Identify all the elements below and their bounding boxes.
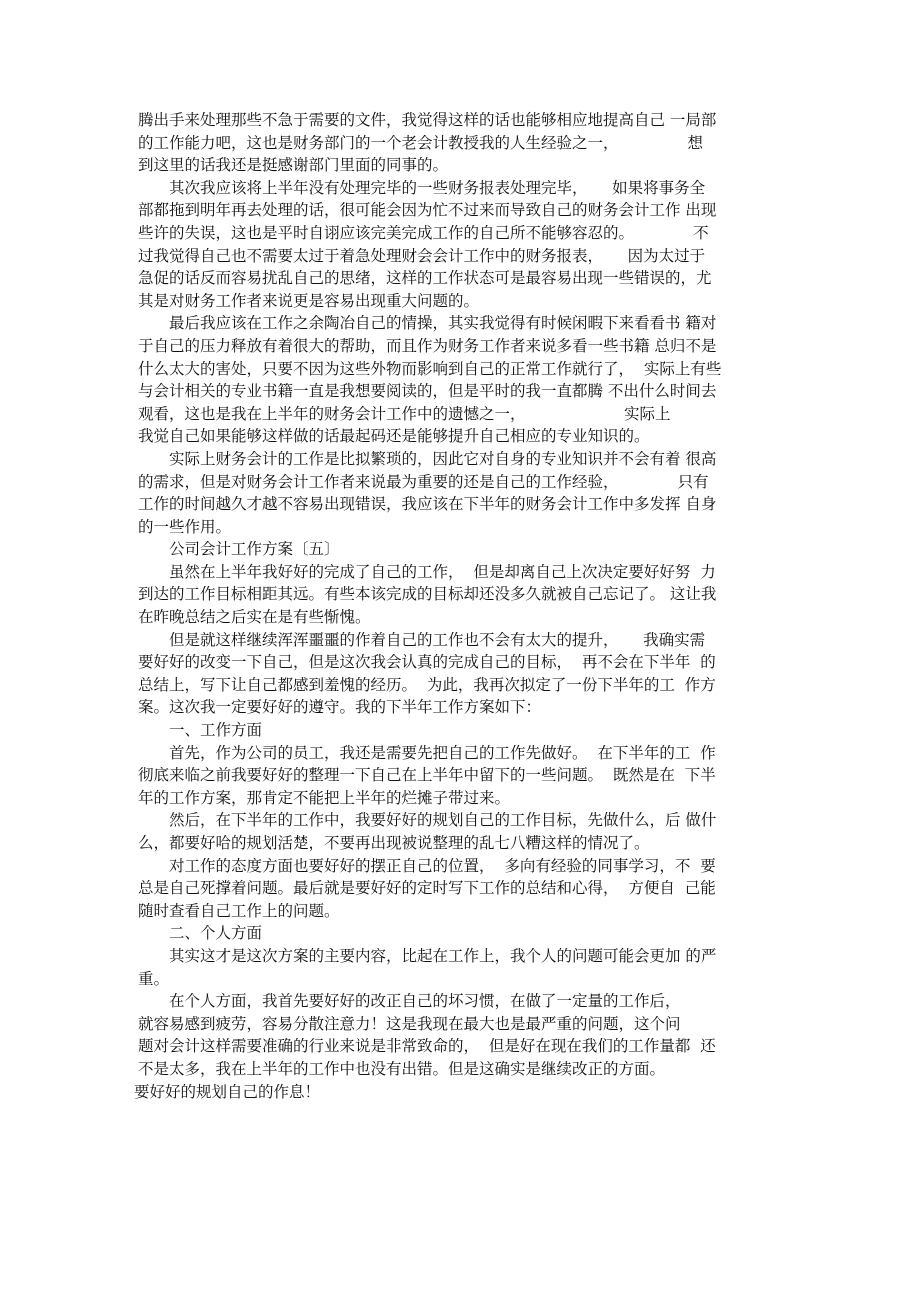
text-line: 于自己的压力释放有着很大的帮助，而且作为财务工作者来说多看一些书籍 总归不是 [138,336,717,355]
text-line: 不是太多，我在上半年的工作中也没有出错。但是这确实是继续改正的方面。 [138,1059,666,1078]
text-line: 与会计相关的专业书籍一直是我想要阅读的，但是平时的我一直都腾 不出什么时间去 [138,382,717,401]
text-line: 过我觉得自己也不需要太过于着急处理财会会计工作中的财务报表， 因为太过于 [138,246,706,265]
text-line: 到达的工作目标相距其远。有些本该完成的目标却还没多久就被自己忘记了。 这让我 [138,585,717,604]
section-heading: 公司会计工作方案〔五〕 [169,540,340,559]
text-line: 么，都要好哈的规划活楚，不要再出现被说整理的乱七八糟这样的情况了。 [138,834,650,852]
text-line: 我觉自己如果能够这样做的话最起码还是能够提升自己相应的专业知识的。 [138,427,650,446]
paragraph-start-line: 对工作的态度方面也要好好的摆正自己的位置， 多向有经验的同事学习，不 要 [169,856,716,875]
paragraph-start-line: 其实这才是这次方案的主要内容，比起在工作上，我个人的问题可能会更加 的严 [169,946,717,965]
subsection-heading: 二、个人方面 [169,924,263,943]
paragraph-start-line: 但是就这样继续浑浑噩噩的作着自己的工作也不会有太大的提升， 我确实需 [169,630,706,649]
text-line: 彻底来临之前我要好好的整理一下自己在上半年中留下的一些问题。 既然是在 下半 [138,766,716,785]
text-line: 要好好的规划自己的作息！ [134,1082,321,1101]
text-line: 什么太大的害处，只要不因为这些外物而影响到自己的正常工作就行了， 实际上有些 [138,359,722,378]
text-line: 随时查看自己工作上的问题。 [138,901,340,920]
text-line: 的需求，但是对财务会计工作者来说最为重要的还是自己的工作经验， 只有 [138,472,709,491]
text-line: 重。 [138,969,170,988]
text-line: 案。这次我一定要好好的遵守。我的下半年工作方案如下： [138,698,542,717]
document-body [134,109,788,1103]
paragraph-start-line: 首先，作为公司的员工，我还是需要先把自己的工作先做好。 在下半年的工 作 [169,743,716,762]
subsection-heading: 一、工作方面 [169,721,263,740]
text-line: 腾出手来处理那些不急于需要的文件，我觉得这样的话也能够相应地提高自己 一局部 [138,111,717,129]
text-line: 部都拖到明年再去处理的话，很可能会因为忙不过来而导致自己的财务会计工作 出现 [138,201,717,220]
text-line: 观看，这也是我在上半年的财务会计工作中的遗憾之一， 实际上 [138,404,671,423]
text-line: 工作的时间越久才越不容易出现错误，我应该在下半年的财务会计工作中多发挥 自身 [138,495,717,514]
text-line: 其是对财务工作者来说更是容易出现重大问题的。 [138,291,480,310]
text-line: 总是自己死撑着问题。最后就是要好好的定时写下工作的总结和心得， 方便自 己能 [138,879,716,898]
text-line: 的一些作用。 [138,517,232,536]
paragraph-start-line: 实际上财务会计的工作是比拟繁琐的，因此它对自身的专业知识并不会有着 很高 [169,449,717,468]
paragraph-start-line: 然后，在下半年的工作中，我要好好的规划自己的工作目标，先做什么，后 做什 [169,811,717,830]
paragraph-start-line: 其次我应该将上半年没有处理完毕的一些财务报表处理完毕， 如果将事务全 [169,178,706,197]
text-line: 急促的话反而容易扰乱自己的思绪，这样的工作状态可是最容易出现一些错误的，尤 [138,269,712,288]
text-line: 到这里的话我还是挺感谢部门里面的同事的。 [138,156,449,175]
text-line: 些许的失误，这也是平时自诩应该完美完成工作的自己所不能够容忍的。 不 [138,223,709,242]
text-line: 要好好的改变一下自己，但是这次我会认真的完成自己的目标， 再不会在下半年 的 [138,653,716,672]
text-line: 年的工作方案，那肯定不能把上半年的烂摊子带过来。 [138,788,511,807]
text-line: 题对会计这样需要准确的行业来说是非常致命的， 但是好在现在我们的工作量都 还 [138,1037,716,1056]
text-line: 就容易感到疲劳，容易分散注意力！这是我现在最大也是最严重的问题，这个问 [138,1014,681,1033]
text-line: 在昨晚总结之后实在是有些惭愧。 [138,608,371,627]
text-line: 的工作能力吧，这也是财务部门的一个老会计教授我的人生经验之一， 想 [138,133,703,152]
paragraph-start-line: 虽然在上半年我好好的完成了自己的工作， 但是却离自己上次决定要好好努 力 [169,562,716,581]
text-line: 总结上，写下让自己都感到羞愧的经历。 为此，我再次拟定了一份下半年的工 作方 [138,675,716,694]
paragraph-start-line: 最后我应该在工作之余陶冶自己的情操，其实我觉得有时候闲暇下来看看书 籍对 [169,314,717,333]
paragraph-start-line: 在个人方面，我首先要好好的改正自己的坏习惯，在做了一定量的工作后， [169,992,681,1011]
